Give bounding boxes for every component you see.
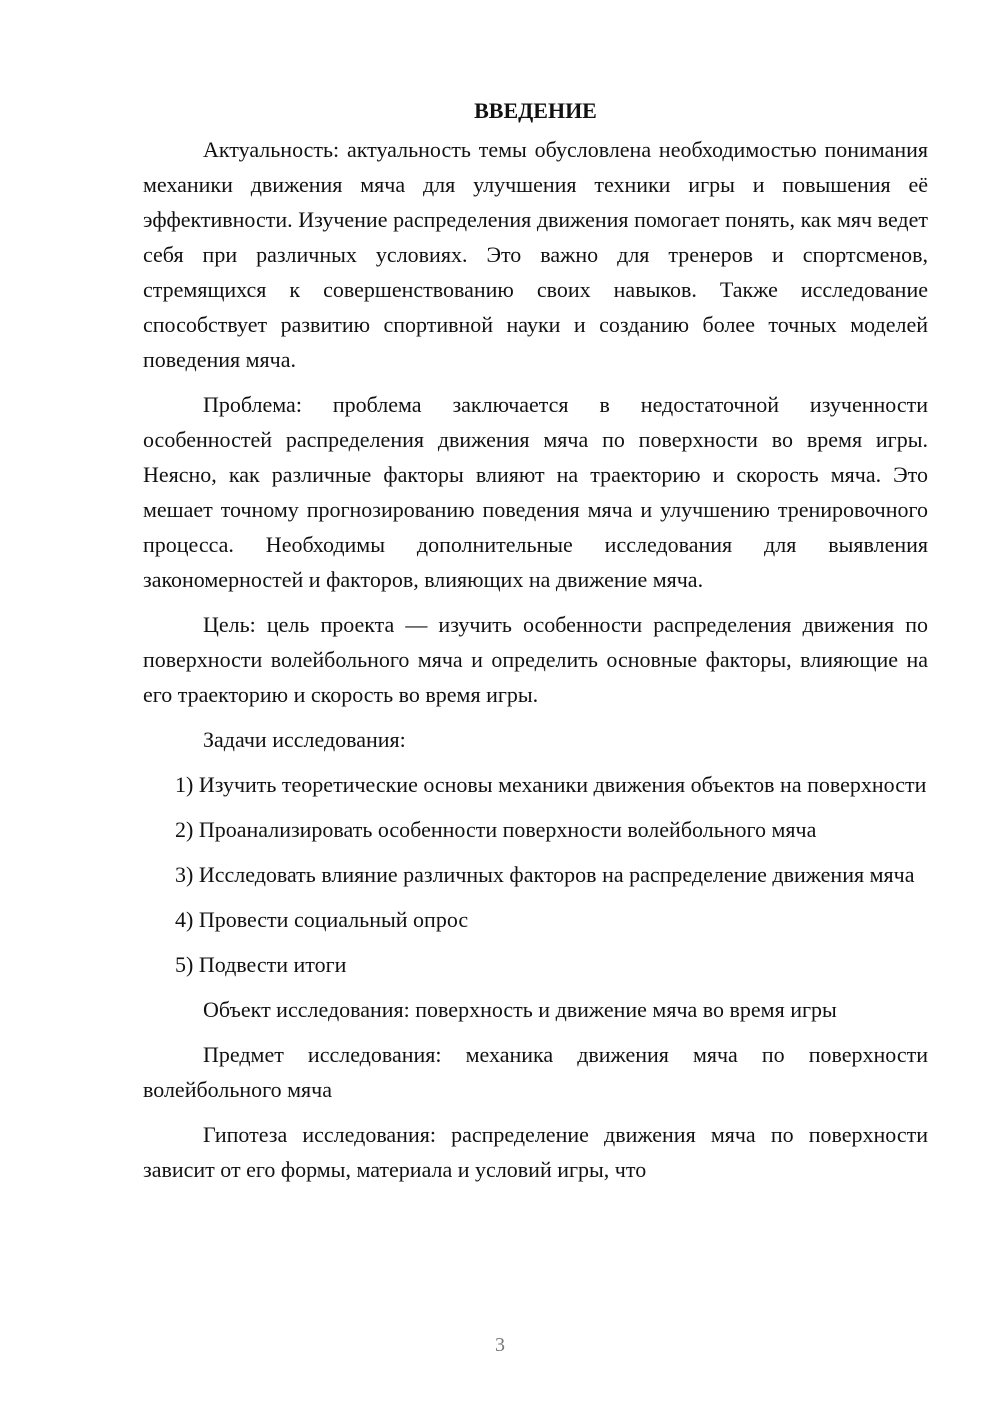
paragraph-object: Объект исследования: поверхность и движение мяча во время игры xyxy=(203,997,837,1022)
page-number: 3 xyxy=(495,1334,505,1356)
paragraph-goal: Цель: цель проекта — изучить особенности распределения движения по поверхности волейбольного мяча и определить основные факторы, влияющие на его траекторию и скорость во время игры. xyxy=(143,612,928,707)
paragraph-tasks-heading: Задачи исследования: xyxy=(203,727,406,752)
task-item-1: 1) Изучить теоретические основы механики движения объектов на поверхности xyxy=(175,772,927,797)
paragraph-problem: Проблема: проблема заключается в недостаточной изученности особенностей распределения движения мяча по поверхности во время игры. Неясно, как различные факторы влияют на траекторию и скорость мяча. Это мешает точному прогнозированию поведения мяча и улучшению тренировочного процесса. Необходимы дополнительные исследования для выявления закономерностей и факторов, влияющих на движение мяча. xyxy=(143,392,928,592)
section-title: ВВЕДЕНИЕ xyxy=(474,98,597,123)
paragraph-hypothesis: Гипотеза исследования: распределение движения мяча по поверхности зависит от его формы, материала и условий игры, что xyxy=(143,1122,928,1182)
task-item-5: 5) Подвести итоги xyxy=(175,952,347,977)
paragraph-subject: Предмет исследования: механика движения мяча по поверхности волейбольного мяча xyxy=(143,1042,928,1102)
task-item-3: 3) Исследовать влияние различных факторов на распределение движения мяча xyxy=(175,862,915,887)
task-item-4: 4) Провести социальный опрос xyxy=(175,907,469,932)
task-item-2: 2) Проанализировать особенности поверхности волейбольного мяча xyxy=(175,817,817,842)
document-page xyxy=(143,93,928,1197)
paragraph-relevance: Актуальность: актуальность темы обусловлена необходимостью понимания механики движения мяча для улучшения техники игры и повышения её эффективности. Изучение распределения движения помогает понять, как мяч ведет себя при различных условиях. Это важно для тренеров и спортсменов, стремящихся к совершенствованию своих навыков. Также исследование способствует развитию спортивной науки и созданию более точных моделей поведения мяча. xyxy=(143,137,928,372)
